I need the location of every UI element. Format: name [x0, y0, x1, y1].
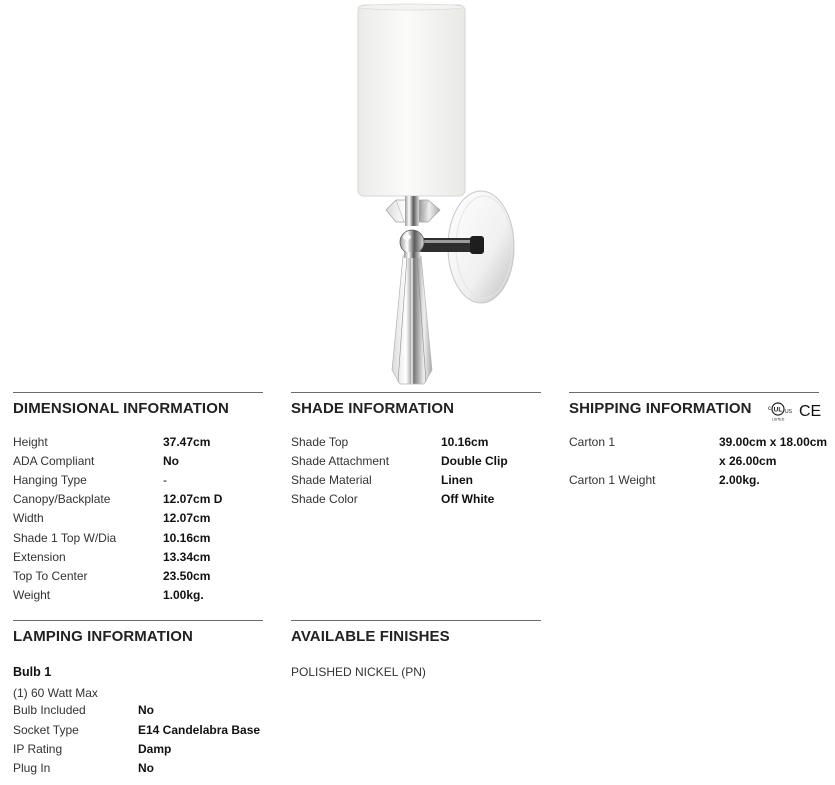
spec-value: No [138, 703, 154, 717]
certification-marks [768, 400, 826, 422]
lamp-shade [358, 4, 465, 196]
spec-key: Shade Top [291, 435, 349, 449]
spec-value: 10.16cm [441, 435, 489, 449]
spec-key: Socket Type [13, 723, 79, 737]
spec-key: Shade Material [291, 473, 372, 487]
ul-listed-text: LISTED [771, 417, 785, 422]
ul-listed-icon [768, 403, 793, 422]
ul-us-mark: US [785, 409, 792, 415]
spec-value: 2.00kg. [719, 473, 760, 487]
spec-value: E14 Candelabra Base [138, 723, 261, 737]
spec-key: Carton 1 [569, 435, 616, 449]
spec-value: 1.00kg. [163, 588, 204, 602]
crystal-bobeche [386, 196, 440, 226]
spec-value: 12.07cm D [163, 492, 223, 506]
ce-mark-icon: CE [799, 403, 822, 420]
spec-key: Shade Attachment [291, 454, 390, 468]
spec-value: 13.34cm [163, 550, 211, 564]
spec-value: No [163, 454, 179, 468]
finish-item: POLISHED NICKEL (PN) [291, 665, 426, 679]
spec-key: IP Rating [13, 742, 63, 756]
spec-key: Width [13, 511, 44, 525]
divider-shipping [569, 392, 819, 393]
dimensional-title: DIMENSIONAL INFORMATION [13, 400, 229, 417]
spec-value: Off White [441, 492, 495, 506]
bulb-title: Bulb 1 [13, 665, 52, 679]
spec-key: Plug In [13, 761, 51, 775]
divider-shade [291, 392, 541, 393]
crystal-cone [392, 252, 432, 384]
product-image [340, 0, 540, 390]
spec-value: Damp [138, 742, 172, 756]
spec-key: Shade Color [291, 492, 358, 506]
chrome-ball [400, 230, 424, 254]
shipping-title: SHIPPING INFORMATION [569, 400, 752, 417]
spec-key: Canopy/Backplate [13, 492, 111, 506]
spec-value: 37.47cm [163, 435, 211, 449]
bulb-description: (1) 60 Watt Max [13, 686, 98, 700]
spec-value: Linen [441, 473, 473, 487]
arm [418, 236, 484, 254]
lamping-title: LAMPING INFORMATION [13, 628, 193, 645]
ul-mark-text: UL [773, 406, 783, 414]
spec-key: ADA Compliant [13, 454, 95, 468]
divider-dimensional [13, 392, 263, 393]
spec-value: 39.00cm x 18.00cm [719, 435, 828, 449]
divider-lamping [13, 620, 263, 621]
spec-value: Double Clip [441, 454, 508, 468]
spec-key: Shade 1 Top W/Dia [13, 531, 117, 545]
shade-title: SHADE INFORMATION [291, 400, 455, 417]
spec-value: No [138, 761, 154, 775]
divider-finishes [291, 620, 541, 621]
ul-c-mark: c [768, 406, 771, 412]
finishes-title: AVAILABLE FINISHES [291, 628, 450, 645]
spec-key: Bulb Included [13, 703, 86, 717]
spec-value: 23.50cm [163, 569, 211, 583]
spec-key: Weight [13, 588, 51, 602]
spec-value: 12.07cm [163, 511, 211, 525]
spec-key: Extension [13, 550, 66, 564]
spec-value-continued: x 26.00cm [719, 454, 777, 468]
spec-value: - [163, 473, 167, 487]
spec-value: 10.16cm [163, 531, 211, 545]
spec-key: Top To Center [13, 569, 88, 583]
spec-key: Hanging Type [13, 473, 87, 487]
spec-key: Height [13, 435, 48, 449]
spec-key: Carton 1 Weight [569, 473, 656, 487]
